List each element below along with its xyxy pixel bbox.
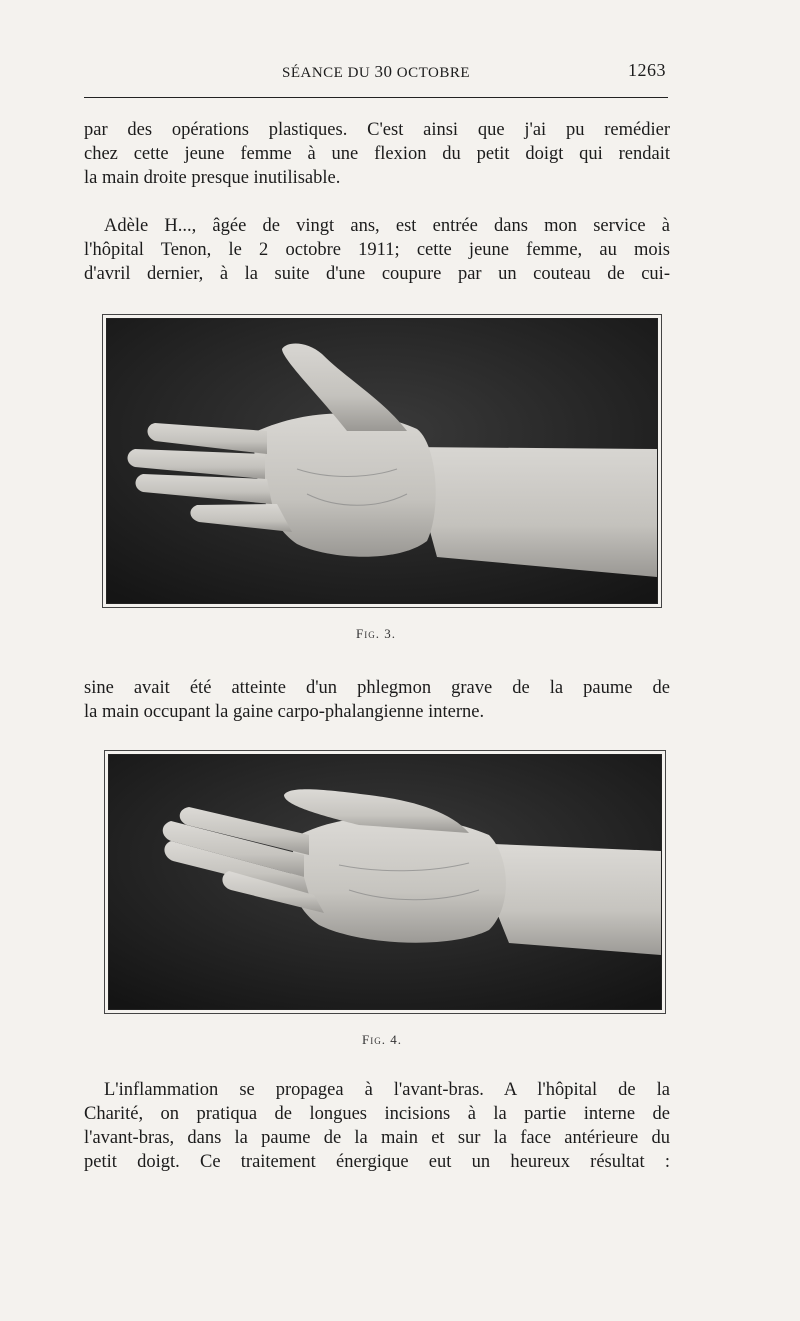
text-line: d'avril dernier, à la suite d'une coupure par un couteau de cui- xyxy=(84,264,670,284)
text-line: l'avant-bras, dans la paume de la main et sur la face antérieure du xyxy=(84,1128,670,1148)
paragraph-2 xyxy=(84,214,670,286)
figure-3 xyxy=(102,314,662,608)
text-line: L'inflammation se propagea à l'avant-bras. A l'hôpital de la xyxy=(104,1080,670,1100)
page-number: 1263 xyxy=(628,60,666,80)
text-line: l'hôpital Tenon, le 2 octobre 1911; cette jeune femme, au mois xyxy=(84,240,670,260)
paragraph-3 xyxy=(84,676,670,724)
text-line: sine avait été atteinte d'un phlegmon grave de la paume de xyxy=(84,678,670,698)
text-line: petit doigt. Ce traitement énergique eut un heureux résultat : xyxy=(84,1152,670,1172)
text-line: Adèle H..., âgée de vingt ans, est entrée dans mon service à xyxy=(104,216,670,236)
text-line: par des opérations plastiques. C'est ainsi que j'ai pu remédier xyxy=(84,120,670,140)
figure-4 xyxy=(104,750,666,1014)
text-line: la main droite presque inutilisable. xyxy=(84,168,341,188)
hand-photograph xyxy=(108,754,662,1010)
title-suffix: OCTOBRE xyxy=(392,65,470,81)
text-line: la main occupant la gaine carpo-phalangienne interne. xyxy=(84,702,485,722)
running-title xyxy=(84,62,668,82)
running-header xyxy=(84,60,668,84)
figure-4-caption: Fig. 4. xyxy=(362,1032,402,1047)
text-line: chez cette jeune femme à une flexion du petit doigt qui rendait xyxy=(84,144,670,164)
title-day: 30 xyxy=(374,62,393,81)
paragraph-4 xyxy=(84,1078,670,1174)
text-line: Charité, on pratiqua de longues incisions à la partie interne de xyxy=(84,1104,670,1124)
header-rule xyxy=(84,97,668,98)
paragraph-1 xyxy=(84,118,670,190)
figure-3-caption: Fig. 3. xyxy=(356,626,396,641)
title-prefix: SÉANCE DU xyxy=(282,65,375,81)
hand-photograph xyxy=(106,318,658,604)
